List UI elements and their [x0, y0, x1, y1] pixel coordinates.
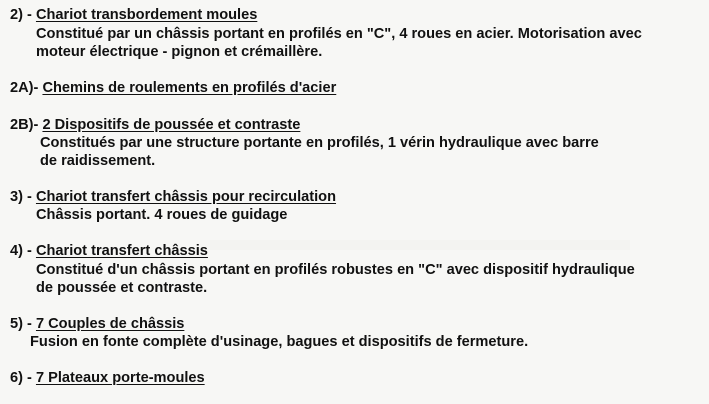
item-number: 3) -: [10, 189, 32, 205]
item-title: 2 Dispositifs de poussée et contraste: [42, 117, 301, 133]
item-number: 5) -: [10, 316, 32, 332]
item-2b-desc-line-1: Constitués par une structure portante en profilés, 1 vérin hydraulique avec barre: [40, 135, 599, 151]
item-number: 2B)-: [10, 117, 39, 133]
bleed-through-shadow: [210, 240, 630, 250]
item-2b-heading: [10, 116, 300, 134]
item-title: 7 Plateaux porte-moules: [35, 370, 205, 386]
item-4-heading: [10, 242, 208, 260]
item-5-desc-line-1: Fusion en fonte complète d'usinage, bagues et dispositifs de fermeture.: [30, 334, 529, 350]
item-title: Chemins de roulements en profilés d'acier: [42, 80, 337, 96]
item-6-heading: [10, 369, 205, 387]
item-3-heading: [10, 188, 336, 206]
item-2b-desc-line-2: de raidissement.: [40, 153, 156, 169]
item-4-desc-line-1: Constitué d'un châssis portant en profilés robustes en "C" avec dispositif hydraulique: [36, 262, 635, 278]
item-number: 4) -: [10, 243, 32, 259]
item-title: Chariot transfert châssis: [35, 243, 208, 259]
item-2-desc-line-2: moteur électrique - pignon et crémaillère.: [36, 44, 323, 60]
item-title: Chariot transbordement moules: [35, 7, 258, 23]
item-4-desc-line-2: de poussée et contraste.: [36, 280, 208, 296]
item-number: 6) -: [10, 370, 32, 386]
item-title: Chariot transfert châssis pour recirculation: [35, 189, 337, 205]
item-title: 7 Couples de châssis: [35, 316, 185, 332]
item-number: 2) -: [10, 7, 32, 23]
item-2a-heading: [10, 79, 336, 97]
item-5-heading: [10, 315, 184, 333]
item-2-desc-line-1: Constitué par un châssis portant en profilés en "C", 4 roues en acier. Motorisation avec: [36, 26, 642, 42]
item-number: 2A)-: [10, 80, 39, 96]
item-2-heading: [10, 6, 257, 24]
item-3-desc-line-1: Châssis portant. 4 roues de guidage: [36, 207, 288, 223]
